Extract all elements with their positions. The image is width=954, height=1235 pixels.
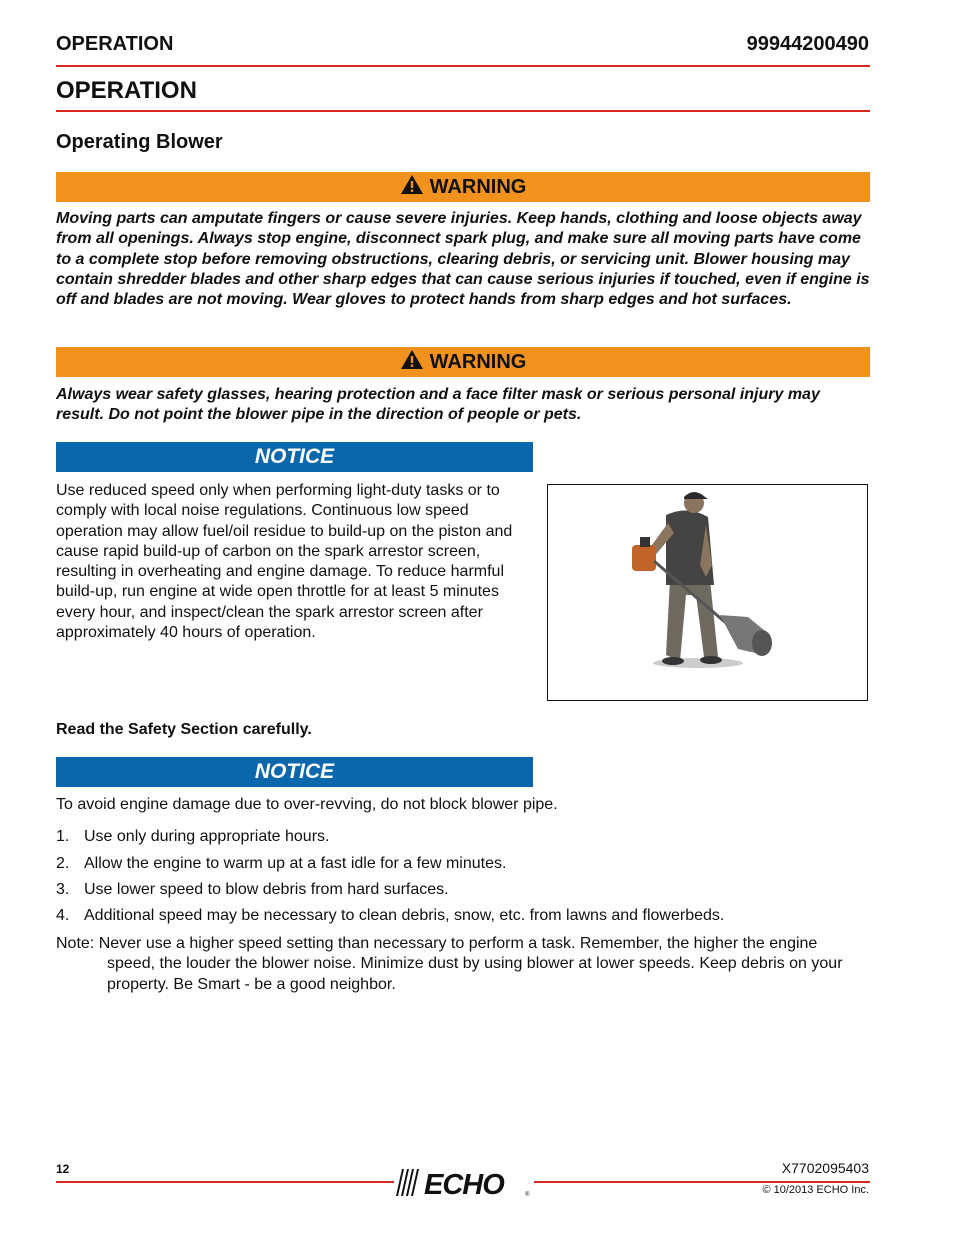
svg-text:®: ® (525, 1192, 530, 1198)
notice-label: NOTICE (254, 760, 335, 783)
operator-photo (547, 484, 868, 701)
list-item (56, 855, 506, 873)
warning-banner-1 (56, 172, 870, 202)
notice-label: NOTICE (254, 445, 335, 468)
copyright: © 10/2013 ECHO Inc. (762, 1184, 869, 1196)
footer-rule-left (56, 1181, 394, 1183)
section-title: OPERATION (56, 77, 197, 104)
svg-text:ECHO: ECHO (424, 1169, 504, 1198)
echo-logo (394, 1166, 534, 1198)
page-number: 12 (56, 1162, 70, 1176)
list-text: Use lower speed to blow debris from hard surfaces. (84, 881, 449, 898)
notice-banner-2 (56, 757, 533, 787)
notice-text-1: Use reduced speed only when performing light-duty tasks or to comply with local noise regulations. Continuous low speed operation may allow fuel/oil residue to build-up on the piston and cause rapid build-up of carbon on the spark arrestor screen, resulting in overheating and engine damage. To reduce harmful build-up, run engine at wide open throttle for at least 5 minutes every hour, and inspect/clean the spark arrestor screen after approximately 40 hours of operation. (56, 482, 513, 642)
list-item (56, 907, 724, 925)
document-code: X7702095403 (781, 1160, 869, 1176)
list-number: 4. (56, 907, 70, 924)
warning-label: WARNING (429, 350, 527, 373)
note-continuation: speed, the louder the blower noise. Minimize dust by using blower at lower speeds. Keep debris on your property. Be Smart - be a good neighbor. (107, 955, 843, 993)
warning-text-1: Moving parts can amputate fingers or cause severe injuries. Keep hands, clothing and loose objects away from all openings. Always stop engine, disconnect spark plug, and make sure all moving parts have come to a complete stop before removing obstructions, clearing debris, or servicing unit. Blower housing may contain shredder blades and other sharp edges that can cause serious injuries if touched, even if engine is off and blades are not moving. Wear gloves to protect hands from sharp edges and hot surfaces. (56, 210, 870, 309)
warning-label: WARNING (429, 175, 527, 198)
note-paragraph (56, 934, 870, 995)
header-rule (56, 65, 870, 67)
operator-with-blower-illustration (548, 485, 866, 699)
subsection-title: Operating Blower (56, 131, 223, 153)
warning-text-2: Always wear safety glasses, hearing protection and a face filter mask or serious personal injury may result. Do not point the blower pipe in the direction of people or pets. (56, 386, 820, 424)
warning-triangle-icon (400, 349, 424, 376)
list-text: Allow the engine to warm up at a fast idle for a few minutes. (84, 855, 507, 872)
list-number: 2. (56, 855, 70, 872)
header-part-number: 99944200490 (746, 33, 869, 55)
list-text: Use only during appropriate hours. (84, 828, 330, 845)
section-rule (56, 110, 870, 112)
warning-banner-2 (56, 347, 870, 377)
notice-banner-1 (56, 442, 533, 472)
list-number: 3. (56, 881, 70, 898)
list-text: Additional speed may be necessary to clean debris, snow, etc. from lawns and flowerbeds. (84, 907, 725, 924)
notice-text-2: To avoid engine damage due to over-revving, do not block blower pipe. (56, 796, 558, 813)
footer-rule-right (534, 1181, 870, 1183)
list-item (56, 881, 449, 899)
read-safety-instruction: Read the Safety Section carefully. (56, 721, 312, 738)
warning-triangle-icon (400, 174, 424, 201)
list-number: 1. (56, 828, 70, 845)
note-first-line: Note: Never use a higher speed setting than necessary to perform a task. Remember, the higher the engine (56, 935, 818, 952)
header-section: OPERATION (56, 33, 174, 55)
list-item (56, 828, 329, 846)
